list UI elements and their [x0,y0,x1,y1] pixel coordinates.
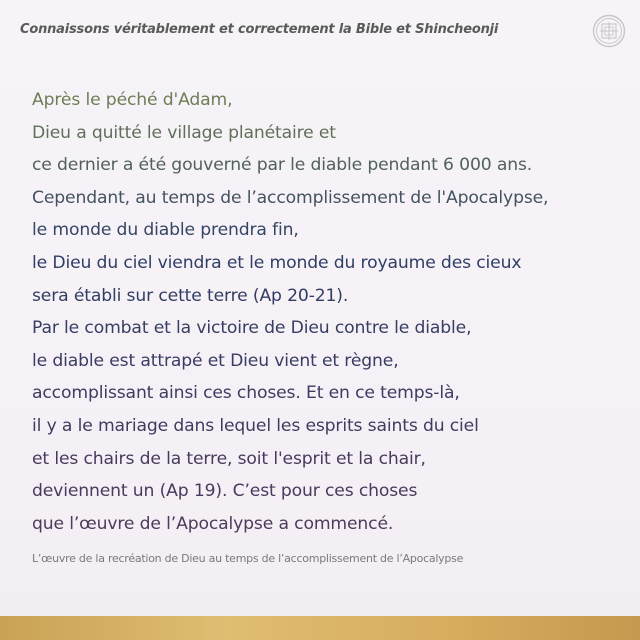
shincheonji-emblem-icon [592,14,626,48]
poem-line: Cependant, au temps de l’accomplissement de l'Apocalypse, [32,187,549,208]
poem-line: que l’œuvre de l’Apocalypse a commencé. [32,513,394,534]
poem-line: sera établi sur cette terre (Ap 20-21). [32,285,349,306]
poem-line: accomplissant ainsi ces choses. Et en ce temps-là, [32,383,460,404]
poem-line: deviennent un (Ap 19). C’est pour ces choses [32,481,418,502]
header-title: Connaissons véritablement et correctement la Bible et Shincheonji [20,22,499,37]
poem-line: Dieu a quitté le village planétaire et [32,122,336,143]
caption: L’œuvre de la recréation de Dieu au temps de l’accomplissement de l’Apocalypse [32,552,464,565]
poem-line: et les chairs de la terre, soit l'esprit et la chair, [32,448,426,469]
poem-line: Après le péché d'Adam, [32,90,233,110]
gold-footer-bar [0,616,640,640]
poem-line: il y a le mariage dans lequel les esprits saints du ciel [32,415,479,436]
poem-line: ce dernier a été gouverné par le diable pendant 6 000 ans. [32,155,533,176]
poem-line: Par le combat et la victoire de Dieu contre le diable, [32,318,472,339]
poem-line: le diable est attrapé et Dieu vient et règne, [32,350,399,371]
poem-text [32,84,548,540]
poem-line: le monde du diable prendra fin, [32,220,299,241]
poem-line: le Dieu du ciel viendra et le monde du royaume des cieux [32,252,522,273]
